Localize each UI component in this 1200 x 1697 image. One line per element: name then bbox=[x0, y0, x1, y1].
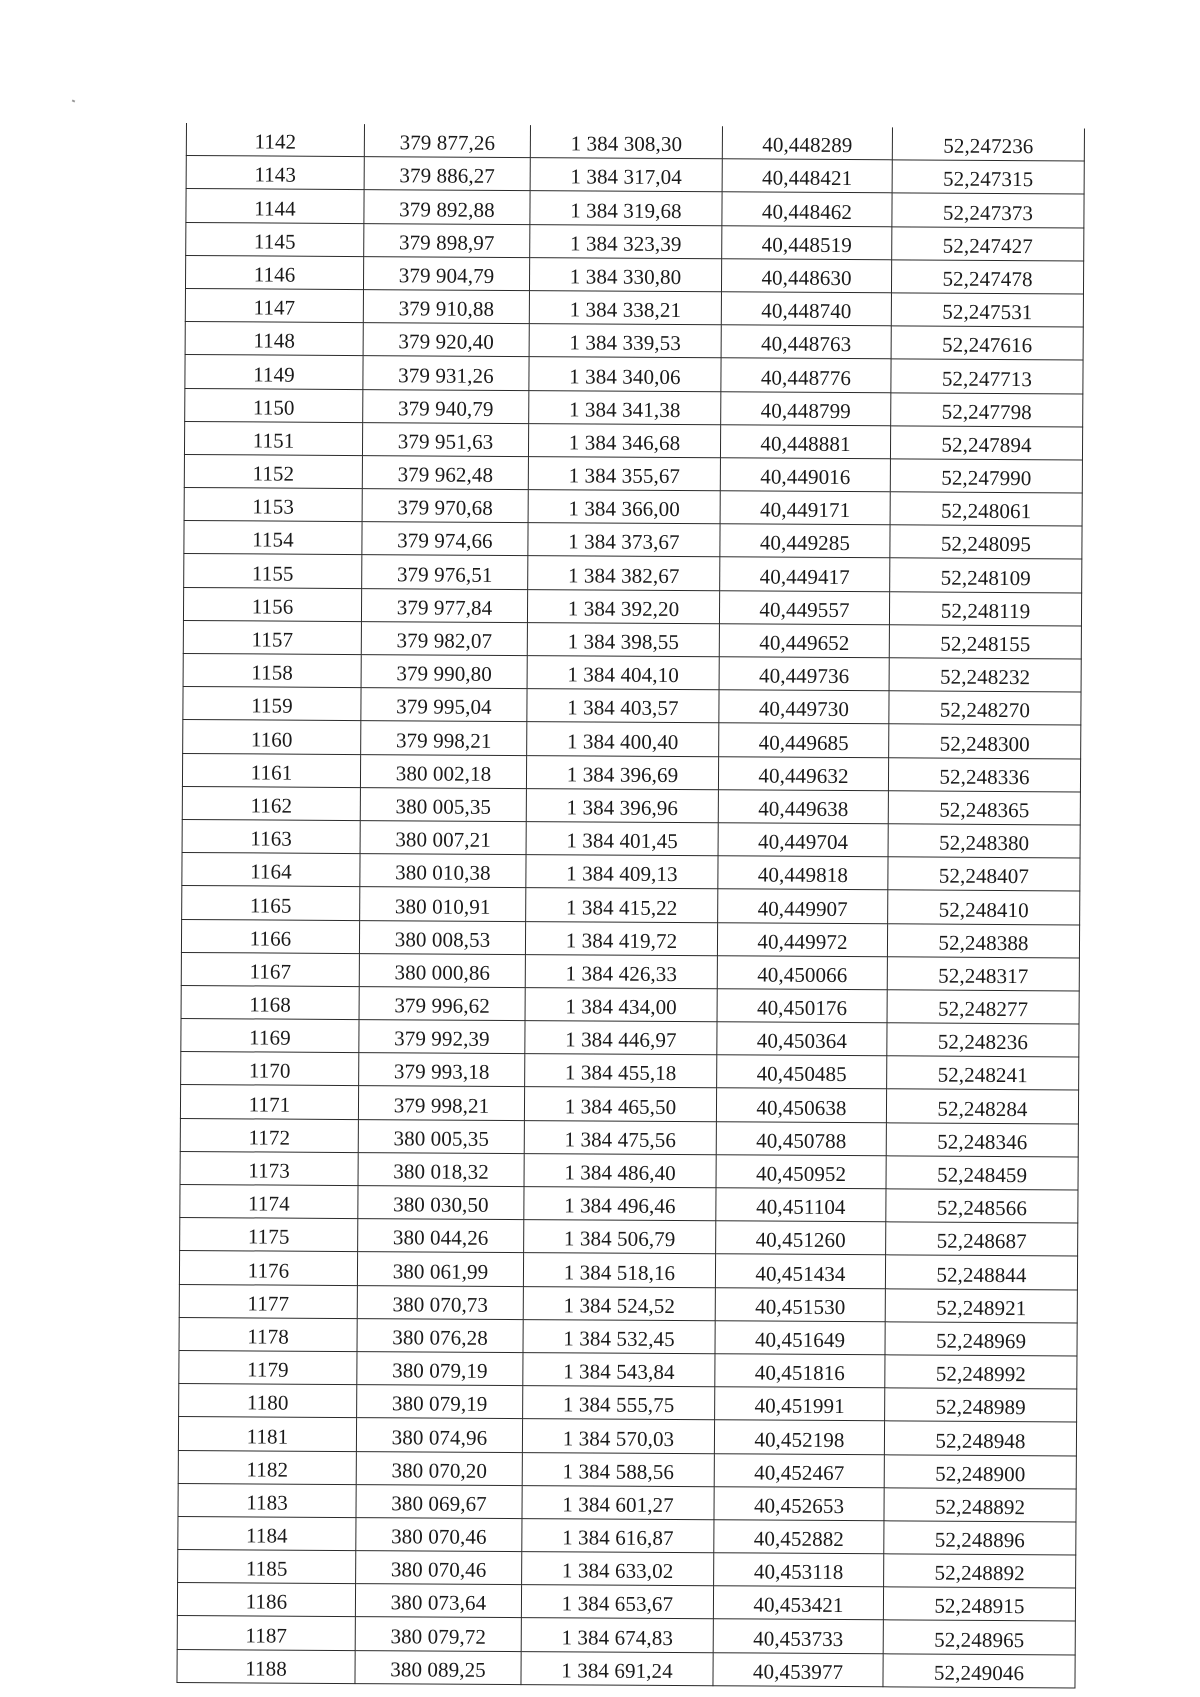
latitude-cell: 52,248317 bbox=[887, 956, 1079, 990]
point-number-cell: 1151 bbox=[184, 421, 362, 455]
x-coordinate-cell: 380 070,20 bbox=[356, 1451, 522, 1485]
latitude-cell: 52,248155 bbox=[889, 625, 1081, 659]
latitude-cell: 52,248365 bbox=[888, 791, 1080, 825]
point-number-cell: 1159 bbox=[183, 687, 361, 721]
point-number-cell: 1154 bbox=[184, 521, 362, 555]
longitude-cell: 40,450176 bbox=[717, 989, 887, 1023]
latitude-cell: 52,248407 bbox=[888, 857, 1080, 891]
latitude-cell: 52,249046 bbox=[883, 1653, 1075, 1687]
point-number-cell: 1175 bbox=[180, 1218, 358, 1252]
longitude-cell: 40,452467 bbox=[714, 1453, 884, 1487]
table-row bbox=[184, 421, 1082, 460]
x-coordinate-cell: 380 005,35 bbox=[360, 787, 526, 821]
longitude-cell: 40,449685 bbox=[719, 723, 889, 757]
x-coordinate-cell: 380 076,28 bbox=[357, 1318, 523, 1352]
longitude-cell: 40,448421 bbox=[722, 159, 892, 193]
table-row bbox=[186, 222, 1084, 261]
latitude-cell: 52,248892 bbox=[884, 1554, 1076, 1588]
longitude-cell: 40,448740 bbox=[721, 292, 891, 326]
table-row bbox=[183, 720, 1081, 759]
latitude-cell: 52,248061 bbox=[890, 492, 1082, 526]
y-coordinate-cell: 1 384 317,04 bbox=[530, 158, 722, 192]
table-row bbox=[184, 454, 1082, 493]
x-coordinate-cell: 380 069,67 bbox=[356, 1484, 522, 1518]
y-coordinate-cell: 1 384 323,39 bbox=[530, 224, 722, 258]
longitude-cell: 40,453118 bbox=[714, 1553, 884, 1587]
latitude-cell: 52,248844 bbox=[885, 1255, 1077, 1289]
table-row bbox=[178, 1550, 1076, 1589]
table-row bbox=[182, 786, 1080, 825]
y-coordinate-cell: 1 384 308,30 bbox=[530, 125, 722, 159]
point-number-cell: 1160 bbox=[183, 720, 361, 754]
y-coordinate-cell: 1 384 366,00 bbox=[528, 490, 720, 524]
table-row bbox=[181, 985, 1079, 1024]
longitude-cell: 40,451530 bbox=[715, 1287, 885, 1321]
x-coordinate-cell: 379 992,39 bbox=[359, 1020, 525, 1054]
longitude-cell: 40,451434 bbox=[715, 1254, 885, 1288]
latitude-cell: 52,247713 bbox=[891, 359, 1083, 393]
point-number-cell: 1162 bbox=[182, 786, 360, 820]
longitude-cell: 40,453977 bbox=[713, 1652, 883, 1686]
x-coordinate-cell: 379 970,68 bbox=[362, 489, 528, 523]
x-coordinate-cell: 379 920,40 bbox=[363, 323, 529, 357]
point-number-cell: 1181 bbox=[178, 1417, 356, 1451]
y-coordinate-cell: 1 384 415,22 bbox=[526, 888, 718, 922]
table-row bbox=[182, 886, 1080, 925]
latitude-cell: 52,248992 bbox=[885, 1355, 1077, 1389]
latitude-cell: 52,247531 bbox=[891, 293, 1083, 327]
y-coordinate-cell: 1 384 401,45 bbox=[526, 822, 718, 856]
longitude-cell: 40,451260 bbox=[716, 1221, 886, 1255]
y-coordinate-cell: 1 384 496,46 bbox=[524, 1187, 716, 1221]
latitude-cell: 52,247315 bbox=[892, 160, 1084, 194]
x-coordinate-cell: 379 877,26 bbox=[364, 124, 530, 158]
y-coordinate-cell: 1 384 426,33 bbox=[525, 954, 717, 988]
table-row bbox=[181, 919, 1079, 958]
latitude-cell: 52,247478 bbox=[891, 260, 1083, 294]
y-coordinate-cell: 1 384 570,03 bbox=[522, 1419, 714, 1453]
longitude-cell: 40,449171 bbox=[720, 491, 890, 525]
x-coordinate-cell: 379 995,04 bbox=[361, 688, 527, 722]
table-row bbox=[179, 1251, 1077, 1290]
y-coordinate-cell: 1 384 330,80 bbox=[529, 257, 721, 291]
point-number-cell: 1183 bbox=[178, 1483, 356, 1517]
longitude-cell: 40,448289 bbox=[722, 126, 892, 160]
x-coordinate-cell: 380 010,91 bbox=[360, 887, 526, 921]
table-row bbox=[182, 753, 1080, 792]
point-number-cell: 1172 bbox=[180, 1118, 358, 1152]
latitude-cell: 52,248410 bbox=[888, 890, 1080, 924]
y-coordinate-cell: 1 384 398,55 bbox=[527, 622, 719, 656]
longitude-cell: 40,449818 bbox=[718, 856, 888, 890]
y-coordinate-cell: 1 384 338,21 bbox=[529, 291, 721, 325]
longitude-cell: 40,449972 bbox=[717, 922, 887, 956]
y-coordinate-cell: 1 384 409,13 bbox=[526, 855, 718, 889]
x-coordinate-cell: 379 892,88 bbox=[364, 190, 530, 224]
point-number-cell: 1144 bbox=[186, 189, 364, 223]
x-coordinate-cell: 380 070,46 bbox=[356, 1551, 522, 1585]
x-coordinate-cell: 380 010,38 bbox=[360, 854, 526, 888]
table-row bbox=[177, 1583, 1075, 1622]
point-number-cell: 1145 bbox=[186, 222, 364, 256]
point-number-cell: 1174 bbox=[180, 1184, 358, 1218]
y-coordinate-cell: 1 384 486,40 bbox=[524, 1153, 716, 1187]
x-coordinate-cell: 379 951,63 bbox=[362, 422, 528, 456]
longitude-cell: 40,448763 bbox=[721, 325, 891, 359]
x-coordinate-cell: 380 008,53 bbox=[359, 920, 525, 954]
table-row bbox=[185, 288, 1083, 327]
latitude-cell: 52,248270 bbox=[889, 691, 1081, 725]
latitude-cell: 52,247616 bbox=[891, 326, 1083, 360]
table-row bbox=[180, 1184, 1078, 1223]
point-number-cell: 1188 bbox=[177, 1649, 355, 1683]
latitude-cell: 52,248896 bbox=[884, 1521, 1076, 1555]
longitude-cell: 40,451104 bbox=[716, 1188, 886, 1222]
table-row bbox=[181, 1052, 1079, 1091]
latitude-cell: 52,248948 bbox=[884, 1421, 1076, 1455]
latitude-cell: 52,247427 bbox=[892, 226, 1084, 260]
x-coordinate-cell: 380 070,46 bbox=[356, 1517, 522, 1551]
latitude-cell: 52,248969 bbox=[885, 1322, 1077, 1356]
y-coordinate-cell: 1 384 382,67 bbox=[528, 556, 720, 590]
longitude-cell: 40,453733 bbox=[713, 1619, 883, 1653]
x-coordinate-cell: 380 074,96 bbox=[356, 1418, 522, 1452]
latitude-cell: 52,248900 bbox=[884, 1454, 1076, 1488]
latitude-cell: 52,248380 bbox=[888, 824, 1080, 858]
point-number-cell: 1163 bbox=[182, 819, 360, 853]
longitude-cell: 40,451649 bbox=[715, 1321, 885, 1355]
latitude-cell: 52,247894 bbox=[890, 425, 1082, 459]
y-coordinate-cell: 1 384 465,50 bbox=[524, 1087, 716, 1121]
latitude-cell: 52,248284 bbox=[886, 1089, 1078, 1123]
table-row bbox=[184, 554, 1082, 593]
table-row bbox=[185, 355, 1083, 394]
y-coordinate-cell: 1 384 616,87 bbox=[522, 1518, 714, 1552]
x-coordinate-cell: 379 904,79 bbox=[363, 256, 529, 290]
point-number-cell: 1171 bbox=[180, 1085, 358, 1119]
x-coordinate-cell: 380 079,19 bbox=[357, 1352, 523, 1386]
point-number-cell: 1184 bbox=[178, 1516, 356, 1550]
x-coordinate-cell: 379 910,88 bbox=[363, 290, 529, 324]
longitude-cell: 40,449557 bbox=[719, 590, 889, 624]
y-coordinate-cell: 1 384 339,53 bbox=[529, 324, 721, 358]
longitude-cell: 40,449016 bbox=[720, 458, 890, 492]
point-number-cell: 1187 bbox=[177, 1616, 355, 1650]
latitude-cell: 52,248236 bbox=[887, 1023, 1079, 1057]
latitude-cell: 52,248965 bbox=[883, 1620, 1075, 1654]
table-row bbox=[178, 1483, 1076, 1522]
y-coordinate-cell: 1 384 455,18 bbox=[525, 1054, 717, 1088]
x-coordinate-cell: 380 070,73 bbox=[357, 1285, 523, 1319]
y-coordinate-cell: 1 384 446,97 bbox=[525, 1021, 717, 1055]
table-row bbox=[180, 1151, 1078, 1190]
table-row bbox=[182, 819, 1080, 858]
coordinates-table bbox=[176, 123, 1085, 1688]
longitude-cell: 40,448776 bbox=[721, 358, 891, 392]
longitude-cell: 40,449730 bbox=[719, 690, 889, 724]
table-row bbox=[177, 1616, 1075, 1655]
y-coordinate-cell: 1 384 355,67 bbox=[528, 456, 720, 490]
longitude-cell: 40,452882 bbox=[714, 1520, 884, 1554]
latitude-cell: 52,248232 bbox=[889, 658, 1081, 692]
point-number-cell: 1146 bbox=[185, 255, 363, 289]
x-coordinate-cell: 379 931,26 bbox=[363, 356, 529, 390]
point-number-cell: 1166 bbox=[181, 919, 359, 953]
point-number-cell: 1179 bbox=[179, 1350, 357, 1384]
longitude-cell: 40,453421 bbox=[713, 1586, 883, 1620]
point-number-cell: 1173 bbox=[180, 1151, 358, 1185]
y-coordinate-cell: 1 384 434,00 bbox=[525, 987, 717, 1021]
table-row bbox=[179, 1384, 1077, 1423]
table-row bbox=[185, 255, 1083, 294]
x-coordinate-cell: 379 982,07 bbox=[361, 621, 527, 655]
x-coordinate-cell: 379 977,84 bbox=[361, 588, 527, 622]
table-row bbox=[180, 1118, 1078, 1157]
point-number-cell: 1152 bbox=[184, 454, 362, 488]
point-number-cell: 1153 bbox=[184, 488, 362, 522]
latitude-cell: 52,247236 bbox=[892, 127, 1084, 161]
point-number-cell: 1155 bbox=[184, 554, 362, 588]
y-coordinate-cell: 1 384 392,20 bbox=[527, 589, 719, 623]
table-row bbox=[186, 123, 1084, 161]
table-row bbox=[180, 1085, 1078, 1124]
table-row bbox=[177, 1649, 1075, 1688]
x-coordinate-cell: 380 061,99 bbox=[357, 1252, 523, 1286]
latitude-cell: 52,248336 bbox=[888, 757, 1080, 791]
y-coordinate-cell: 1 384 691,24 bbox=[521, 1651, 713, 1685]
point-number-cell: 1157 bbox=[183, 620, 361, 654]
y-coordinate-cell: 1 384 653,67 bbox=[521, 1585, 713, 1619]
longitude-cell: 40,451816 bbox=[715, 1354, 885, 1388]
point-number-cell: 1169 bbox=[181, 1019, 359, 1053]
x-coordinate-cell: 380 000,86 bbox=[359, 953, 525, 987]
latitude-cell: 52,247798 bbox=[891, 392, 1083, 426]
y-coordinate-cell: 1 384 396,96 bbox=[526, 788, 718, 822]
y-coordinate-cell: 1 384 319,68 bbox=[530, 191, 722, 225]
x-coordinate-cell: 379 962,48 bbox=[362, 455, 528, 489]
table-row bbox=[180, 1218, 1078, 1257]
point-number-cell: 1148 bbox=[185, 322, 363, 356]
table-row bbox=[183, 620, 1081, 659]
latitude-cell: 52,248300 bbox=[889, 724, 1081, 758]
latitude-cell: 52,248915 bbox=[883, 1587, 1075, 1621]
longitude-cell: 40,452653 bbox=[714, 1486, 884, 1520]
longitude-cell: 40,448630 bbox=[721, 259, 891, 293]
longitude-cell: 40,450066 bbox=[717, 955, 887, 989]
table-row bbox=[185, 322, 1083, 361]
point-number-cell: 1180 bbox=[179, 1384, 357, 1418]
table-row bbox=[179, 1284, 1077, 1323]
y-coordinate-cell: 1 384 400,40 bbox=[527, 722, 719, 756]
y-coordinate-cell: 1 384 601,27 bbox=[522, 1485, 714, 1519]
point-number-cell: 1147 bbox=[185, 288, 363, 322]
longitude-cell: 40,448881 bbox=[720, 424, 890, 458]
x-coordinate-cell: 379 940,79 bbox=[363, 389, 529, 423]
point-number-cell: 1178 bbox=[179, 1317, 357, 1351]
x-coordinate-cell: 379 974,66 bbox=[362, 522, 528, 556]
y-coordinate-cell: 1 384 674,83 bbox=[521, 1618, 713, 1652]
longitude-cell: 40,449638 bbox=[718, 790, 888, 824]
table-row bbox=[183, 587, 1081, 626]
y-coordinate-cell: 1 384 555,75 bbox=[523, 1386, 715, 1420]
longitude-cell: 40,449285 bbox=[720, 524, 890, 558]
table-row bbox=[181, 1019, 1079, 1058]
coordinates-table-body bbox=[177, 123, 1085, 1688]
point-number-cell: 1185 bbox=[178, 1550, 356, 1584]
point-number-cell: 1186 bbox=[177, 1583, 355, 1617]
x-coordinate-cell: 379 990,80 bbox=[361, 655, 527, 689]
latitude-cell: 52,248921 bbox=[885, 1288, 1077, 1322]
latitude-cell: 52,248687 bbox=[886, 1222, 1078, 1256]
point-number-cell: 1150 bbox=[185, 388, 363, 422]
point-number-cell: 1164 bbox=[182, 853, 360, 887]
y-coordinate-cell: 1 384 532,45 bbox=[523, 1319, 715, 1353]
x-coordinate-cell: 380 073,64 bbox=[355, 1584, 521, 1618]
y-coordinate-cell: 1 384 475,56 bbox=[524, 1120, 716, 1154]
point-number-cell: 1182 bbox=[178, 1450, 356, 1484]
longitude-cell: 40,450788 bbox=[716, 1121, 886, 1155]
longitude-cell: 40,451991 bbox=[715, 1387, 885, 1421]
x-coordinate-cell: 379 886,27 bbox=[364, 157, 530, 191]
table-row bbox=[178, 1450, 1076, 1489]
table-row bbox=[178, 1516, 1076, 1555]
scan-speck bbox=[72, 99, 76, 102]
table-row bbox=[178, 1417, 1076, 1456]
point-number-cell: 1158 bbox=[183, 653, 361, 687]
y-coordinate-cell: 1 384 341,38 bbox=[529, 390, 721, 424]
point-number-cell: 1142 bbox=[186, 123, 364, 157]
latitude-cell: 52,248277 bbox=[887, 990, 1079, 1024]
table-row bbox=[184, 488, 1082, 527]
latitude-cell: 52,248109 bbox=[890, 558, 1082, 592]
point-number-cell: 1156 bbox=[183, 587, 361, 621]
longitude-cell: 40,448519 bbox=[722, 225, 892, 259]
x-coordinate-cell: 380 030,50 bbox=[358, 1186, 524, 1220]
y-coordinate-cell: 1 384 524,52 bbox=[523, 1286, 715, 1320]
point-number-cell: 1149 bbox=[185, 355, 363, 389]
table-row bbox=[186, 189, 1084, 228]
longitude-cell: 40,449652 bbox=[719, 624, 889, 658]
longitude-cell: 40,449736 bbox=[719, 657, 889, 691]
latitude-cell: 52,248459 bbox=[886, 1156, 1078, 1190]
x-coordinate-cell: 379 998,21 bbox=[361, 721, 527, 755]
y-coordinate-cell: 1 384 518,16 bbox=[523, 1253, 715, 1287]
point-number-cell: 1167 bbox=[181, 952, 359, 986]
longitude-cell: 40,449417 bbox=[720, 557, 890, 591]
y-coordinate-cell: 1 384 340,06 bbox=[529, 357, 721, 391]
longitude-cell: 40,448799 bbox=[721, 391, 891, 425]
longitude-cell: 40,448462 bbox=[722, 192, 892, 226]
y-coordinate-cell: 1 384 543,84 bbox=[523, 1353, 715, 1387]
x-coordinate-cell: 380 079,19 bbox=[357, 1385, 523, 1419]
table-row bbox=[182, 853, 1080, 892]
point-number-cell: 1170 bbox=[181, 1052, 359, 1086]
latitude-cell: 52,248119 bbox=[889, 591, 1081, 625]
point-number-cell: 1143 bbox=[186, 156, 364, 190]
x-coordinate-cell: 380 044,26 bbox=[358, 1219, 524, 1253]
x-coordinate-cell: 380 002,18 bbox=[360, 754, 526, 788]
longitude-cell: 40,449704 bbox=[718, 823, 888, 857]
longitude-cell: 40,450952 bbox=[716, 1155, 886, 1189]
longitude-cell: 40,452198 bbox=[714, 1420, 884, 1454]
y-coordinate-cell: 1 384 404,10 bbox=[527, 656, 719, 690]
x-coordinate-cell: 380 079,72 bbox=[355, 1617, 521, 1651]
y-coordinate-cell: 1 384 373,67 bbox=[528, 523, 720, 557]
table-row bbox=[185, 388, 1083, 427]
x-coordinate-cell: 379 976,51 bbox=[362, 555, 528, 589]
point-number-cell: 1168 bbox=[181, 985, 359, 1019]
longitude-cell: 40,450638 bbox=[716, 1088, 886, 1122]
latitude-cell: 52,248095 bbox=[890, 525, 1082, 559]
point-number-cell: 1161 bbox=[182, 753, 360, 787]
latitude-cell: 52,247373 bbox=[892, 193, 1084, 227]
x-coordinate-cell: 380 007,21 bbox=[360, 821, 526, 855]
table-row bbox=[179, 1350, 1077, 1389]
point-number-cell: 1176 bbox=[179, 1251, 357, 1285]
longitude-cell: 40,450485 bbox=[717, 1055, 887, 1089]
table-row bbox=[179, 1317, 1077, 1356]
latitude-cell: 52,248989 bbox=[885, 1388, 1077, 1422]
table-row bbox=[181, 952, 1079, 991]
longitude-cell: 40,449632 bbox=[718, 756, 888, 790]
latitude-cell: 52,248388 bbox=[887, 923, 1079, 957]
x-coordinate-cell: 380 018,32 bbox=[358, 1152, 524, 1186]
x-coordinate-cell: 380 005,35 bbox=[358, 1119, 524, 1153]
table-row bbox=[183, 653, 1081, 692]
x-coordinate-cell: 380 089,25 bbox=[355, 1650, 521, 1684]
latitude-cell: 52,248892 bbox=[884, 1487, 1076, 1521]
latitude-cell: 52,247990 bbox=[890, 459, 1082, 493]
y-coordinate-cell: 1 384 588,56 bbox=[522, 1452, 714, 1486]
y-coordinate-cell: 1 384 396,69 bbox=[526, 755, 718, 789]
latitude-cell: 52,248346 bbox=[886, 1122, 1078, 1156]
longitude-cell: 40,450364 bbox=[717, 1022, 887, 1056]
y-coordinate-cell: 1 384 633,02 bbox=[522, 1552, 714, 1586]
table-row bbox=[184, 521, 1082, 560]
point-number-cell: 1177 bbox=[179, 1284, 357, 1318]
point-number-cell: 1165 bbox=[182, 886, 360, 920]
latitude-cell: 52,248566 bbox=[886, 1189, 1078, 1223]
y-coordinate-cell: 1 384 346,68 bbox=[528, 423, 720, 457]
y-coordinate-cell: 1 384 506,79 bbox=[524, 1220, 716, 1254]
latitude-cell: 52,248241 bbox=[887, 1056, 1079, 1090]
longitude-cell: 40,449907 bbox=[718, 889, 888, 923]
y-coordinate-cell: 1 384 403,57 bbox=[527, 689, 719, 723]
table-row bbox=[186, 156, 1084, 195]
x-coordinate-cell: 379 898,97 bbox=[364, 223, 530, 257]
y-coordinate-cell: 1 384 419,72 bbox=[525, 921, 717, 955]
x-coordinate-cell: 379 996,62 bbox=[359, 986, 525, 1020]
x-coordinate-cell: 379 993,18 bbox=[359, 1053, 525, 1087]
x-coordinate-cell: 379 998,21 bbox=[358, 1086, 524, 1120]
table-row bbox=[183, 687, 1081, 726]
